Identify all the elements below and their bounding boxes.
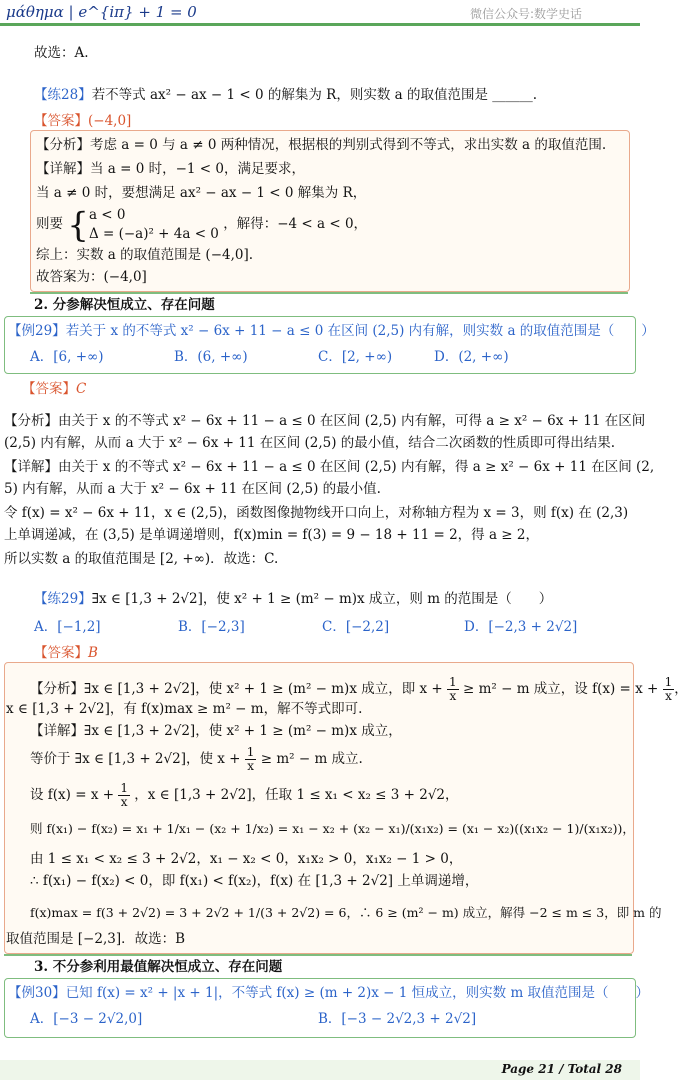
detail-line: 由 1 ≤ x₁ < x₂ ≤ 3 + 2√2，x₁ − x₂ < 0，x₁x₂ > 0，x₁x₂ − 1 > 0，	[30, 851, 463, 867]
page-footer	[0, 1060, 640, 1080]
detail-line: 【详解】由关于 x 的不等式 x² − 6x + 11 − a ≤ 0 在区间 (2,5) 内有解，得 a ≥ x² − 6x + 11 在区间 (2,	[4, 459, 655, 475]
equation-system: { a < 0 Δ = (−a)² + 4a < 0	[67, 205, 219, 245]
detail-line: 综上：实数 a 的取值范围是 (−4,0].	[36, 247, 254, 263]
header-divider	[0, 23, 640, 26]
text-span: ，	[674, 681, 688, 697]
option-d: D．(2, +∞)	[434, 349, 509, 365]
question-text: 若不等式 ax² − ax − 1 < 0 的解集为 R，则实数 a 的取值范围是 ______.	[91, 87, 538, 103]
denominator: x	[665, 689, 672, 703]
answer-tag: 【答案】	[22, 381, 76, 397]
section-title: 3. 不分参利用最值解决恒成立、存在问题	[34, 959, 283, 975]
detail-line: 5) 内有解，从而 a 大于 x² − 6x + 11 在区间 (2,5) 的最小值.	[4, 481, 381, 497]
text-span: ≥ m² − m 成立，设 f(x) = x +	[462, 681, 659, 697]
detail-line: 取值范围是 [−2,3]．故选：B	[6, 931, 186, 947]
detail-line: 故答案为：(−4,0]	[36, 269, 147, 285]
answer-value: B	[88, 645, 98, 661]
exercise-28	[34, 86, 537, 104]
detail-line: 【详解】当 a = 0 时，−1 < 0，满足要求，	[36, 161, 305, 177]
example-tag: 【例29】	[8, 323, 66, 339]
example-tag: 【例30】	[8, 985, 66, 1001]
text-span: ≥ m² − m 成立.	[260, 751, 363, 767]
detail-line	[30, 780, 459, 810]
question-text: 已知 f(x) = x² + |x + 1|，不等式 f(x) ≥ (m + 2)x − 1 恒成立，则实数 m 取值范围是（ ）	[65, 985, 650, 1001]
answer-line	[34, 112, 131, 130]
exercise-tag: 【练29】	[34, 591, 92, 607]
answer-tag: 【答案】	[34, 645, 88, 661]
fraction	[245, 746, 257, 773]
option-b: B．[−3 − 2√2,3 + 2√2]	[318, 1011, 477, 1027]
analysis-line: 【分析】考虑 a = 0 与 a ≠ 0 两种情况，根据根的判别式得到不等式，求出实数 a 的取值范围.	[36, 137, 607, 153]
page-header	[0, 0, 640, 24]
section-title: 2. 分参解决恒成立、存在问题	[34, 297, 215, 313]
detail-line: ∴ f(x₁) − f(x₂) < 0，即 f(x₁) < f(x₂)，f(x) 在 [1,3 + 2√2] 上单调递增，	[30, 873, 479, 889]
denominator: x	[120, 795, 128, 809]
option-c: C．[2, +∞)	[318, 349, 393, 365]
question-text: 若关于 x 的不等式 x² − 6x + 11 − a ≤ 0 在区间 (2,5) 内有解，则实数 a 的取值范围是（ ）	[65, 323, 655, 339]
answer-tag: 【答案】	[34, 113, 88, 129]
divider	[4, 954, 632, 956]
detail-line: 【详解】∃x ∈ [1,3 + 2√2]，使 x² + 1 ≥ (m² − m)x 成立，	[30, 723, 402, 739]
system-row: Δ = (−a)² + 4a < 0	[88, 226, 219, 242]
detail-line: 当 a ≠ 0 时，要想满足 ax² − ax − 1 < 0 解集为 R，	[36, 185, 367, 201]
page-number: Page 21 / Total 28	[501, 1062, 622, 1076]
text-line: 故选：A.	[34, 45, 89, 61]
divider	[30, 292, 628, 294]
question-text: ∃x ∈ [1,3 + 2√2]，使 x² + 1 ≥ (m² − m)x 成立，则 m 的范围是（ ）	[91, 591, 553, 607]
denominator: x	[449, 689, 457, 703]
detail-line: 则 f(x₁) − f(x₂) = x₁ + 1/x₁ − (x₂ + 1/x₂) = x₁ − x₂ + (x₂ − x₁)/(x₁x₂) = (x₁ − x₂)((x₁x₂ − 1)/(x₁x₂))，	[30, 821, 635, 836]
numerator: 1	[664, 675, 673, 689]
answer-line	[22, 380, 86, 398]
analysis-line: 【分析】由关于 x 的不等式 x² − 6x + 11 − a ≤ 0 在区间 (2,5) 内有解，可得 a ≥ x² − 6x + 11 在区间	[4, 413, 646, 429]
option-c: C．[−2,2]	[322, 619, 390, 635]
detail-line: 所以实数 a 的取值范围是 [2, +∞)．故选：C.	[4, 551, 279, 567]
example-29	[8, 322, 655, 340]
fraction	[118, 782, 130, 809]
option-d: D．[−2,3 + 2√2]	[464, 619, 578, 635]
analysis-line: (2,5) 内有解，从而 a 大于 x² − 6x + 11 在区间 (2,5) 的最小值，结合二次函数的性质即可得出结果.	[4, 435, 616, 451]
answer-line	[34, 644, 98, 662]
text-span: 则要	[36, 216, 63, 232]
answer-value: C	[76, 381, 87, 397]
option-b: B．(6, +∞)	[174, 349, 248, 365]
system-row: a < 0	[88, 207, 126, 223]
exercise-tag: 【练28】	[34, 87, 92, 103]
header-title: μάθημα | e^{iπ} + 1 = 0	[6, 3, 197, 21]
detail-line: 上单调递减，在 (3,5) 是单调递增则，f(x)min = f(3) = 9 − 18 + 11 = 2，得 a ≥ 2，	[4, 527, 539, 543]
numerator: 1	[246, 745, 255, 759]
header-wechat: 微信公众号:数学史话	[469, 7, 582, 21]
detail-line: 令 f(x) = x² − 6x + 11，x ∈ (2,5)，函数图像抛物线开口向上，对称轴方程为 x = 3，则 f(x) 在 (2,3)	[4, 505, 629, 521]
text-span: 等价于 ∃x ∈ [1,3 + 2√2]，使 x +	[30, 751, 241, 767]
answer-value: (−4,0]	[88, 113, 132, 129]
denominator: x	[247, 759, 254, 773]
text-span: ，x ∈ [1,3 + 2√2]，任取 1 ≤ x₁ < x₂ ≤ 3 + 2√2，	[134, 787, 459, 803]
detail-line: f(x)max = f(3 + 2√2) = 3 + 2√2 + 1/(3 + 2√2) = 6，∴ 6 ≥ (m² − m) 成立，解得 −2 ≤ m ≤ 3，即 m 的	[30, 905, 662, 920]
option-b: B．[−2,3]	[178, 619, 245, 635]
analysis-line: x ∈ [1,3 + 2√2]，有 f(x)max ≥ m² − m，解不等式即可.	[6, 701, 363, 717]
option-a: A．[−3 − 2√2,0]	[30, 1011, 143, 1027]
option-a: A．[6, +∞)	[30, 349, 104, 365]
numerator: 1	[449, 675, 457, 689]
exercise-29	[34, 590, 552, 608]
numerator: 1	[120, 781, 128, 795]
fraction	[447, 676, 459, 703]
detail-line	[30, 744, 363, 774]
text-span: ，解得：−4 < a < 0，	[223, 216, 368, 232]
fraction	[663, 676, 675, 703]
system-line	[36, 204, 367, 245]
option-a: A．[−1,2]	[34, 619, 101, 635]
text-span: 设 f(x) = x +	[30, 787, 115, 803]
text-span: 【分析】∃x ∈ [1,3 + 2√2]，使 x² + 1 ≥ (m² − m)x 成立，即 x +	[30, 681, 443, 697]
example-30	[8, 984, 649, 1002]
